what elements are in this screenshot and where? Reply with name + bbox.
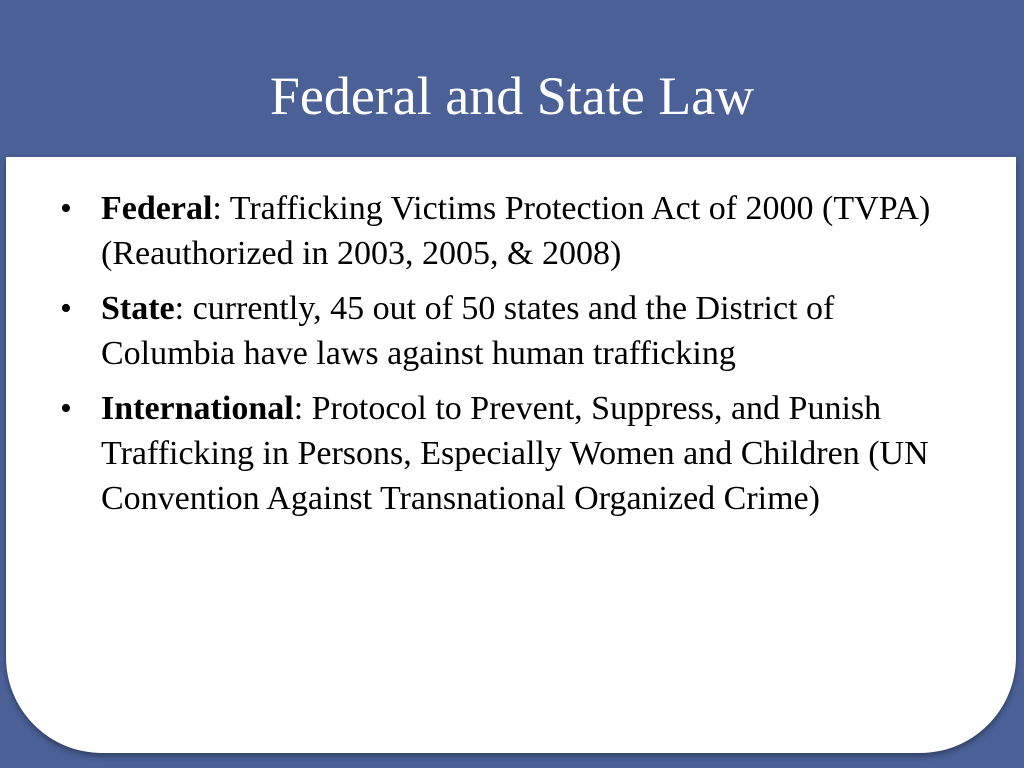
bullet-text: Trafficking Victims Protection Act of 2000 (TVPA) (Reauthorized in 2003, 2005, & 2008): [101, 190, 931, 272]
bullet-item-federal: [58, 186, 968, 276]
bullet-item-state: [58, 286, 968, 376]
bullet-separator: :: [174, 290, 193, 327]
bullet-text: currently, 45 out of 50 states and the District of Columbia have laws against human trafficking: [101, 290, 835, 372]
bullet-term: International: [101, 390, 294, 427]
bullet-icon: •: [60, 190, 72, 227]
bullet-term: Federal: [101, 190, 213, 227]
bullet-list: [58, 186, 968, 521]
bullet-term: State: [101, 290, 175, 327]
slide-title: Federal and State Law: [269, 66, 755, 126]
bullet-item-international: [58, 386, 968, 521]
bullet-separator: :: [293, 390, 312, 427]
bullet-icon: •: [60, 290, 72, 327]
bullet-icon: •: [60, 390, 72, 427]
bullet-text: Protocol to Prevent, Suppress, and Punish Trafficking in Persons, Especially Women and Children (UN Convention Against Transnational Organized Crime): [101, 390, 929, 517]
bullet-separator: :: [212, 190, 230, 227]
